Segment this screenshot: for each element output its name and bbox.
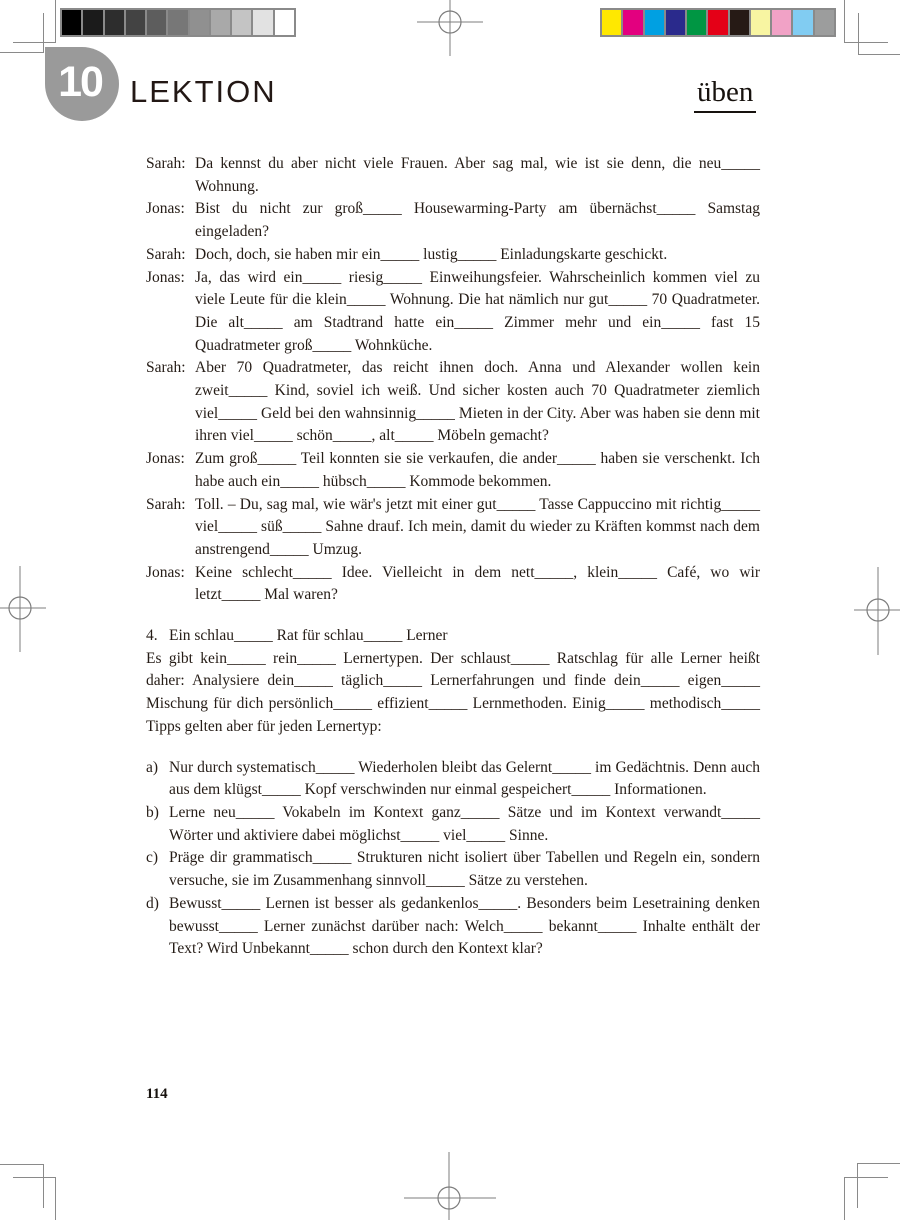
exercise-number: 4.	[146, 627, 158, 645]
calibration-swatch	[253, 10, 272, 35]
dialogue-text: Da kennst du aber nicht viele Frauen. Aber sag mal, wie ist sie denn, die neu_____ Wohnung.	[195, 155, 760, 195]
speaker-label: Sarah:	[146, 245, 186, 263]
dialogue-text: Bist du nicht zur groß_____ Housewarming-Party am übernächst_____ Samstag eingeladen?	[195, 200, 760, 241]
item-text: Bewusst_____ Lernen ist besser als gedankenlos_____. Besonders beim Lesetraining denken bewusst_____ Lerner zunächst darüber nach: Welch_____ bekannt_____ Inhalte enthält der Text? Wird Unbekannt_____ schon durch den Kontext klar?	[169, 894, 760, 958]
item-text: Präge dir grammatisch_____ Strukturen nicht isoliert über Tabellen und Regeln ein, sondern versuche, sie im Zusammenhang sinnvoll_____ Sätze zu verstehen.	[169, 849, 760, 890]
dialogue-row	[146, 448, 760, 493]
dialogue-row	[146, 357, 760, 448]
dialogue-row	[146, 267, 760, 358]
calibration-swatch	[83, 10, 102, 35]
calibration-swatch	[730, 10, 749, 35]
dialogue-text: Aber 70 Quadratmeter, das reicht ihnen doch. Anna und Alexander wollen kein zweit_____ Kind, soviel ich weiß. Und sicher kosten auch 70 Quadratmeter ziemlich viel_____ Geld bei den wahnsinnig_____ Mieten in der City. Aber was haben sie denn mit ihren viel_____ schön_____, alt_____ Möbeln gemacht?	[195, 359, 760, 445]
registration-mark-left	[0, 566, 46, 652]
dialogue-text: Zum groß_____ Teil konnten sie sie verkaufen, die ander_____ haben sie verschenkt. Ich habe auch ein_____ hübsch_____ Kommode bekommen.	[195, 450, 760, 490]
color-calibration-bar	[600, 8, 836, 37]
exercise-item-list	[146, 757, 760, 961]
section-title: üben	[694, 76, 756, 113]
registration-mark-bottom-center	[404, 1152, 496, 1220]
dialogue-text: Ja, das wird ein_____ riesig_____ Einweihungsfeier. Wahrscheinlich kommen viel zu viele Leute für die klein_____ Wohnung. Die hat nämlich nur gut_____ 70 Quadratmeter. Die alt_____ am Stadtrand hatte ein_____ Zimmer mehr und ein_____ fast 15 Quadratmeter groß_____ Wohnküche.	[195, 268, 760, 354]
item-text: Nur durch systematisch_____ Wiederholen bleibt das Gelernt_____ im Gedächtnis. Denn auch aus dem klügst_____ Kopf verschwinden nur einmal gespeichert_____ Informationen.	[169, 758, 760, 799]
calibration-swatch	[62, 10, 81, 35]
lesson-number-badge	[45, 47, 119, 121]
calibration-swatch	[623, 10, 642, 35]
page-number: 114	[146, 1086, 168, 1102]
calibration-swatch	[275, 10, 294, 35]
calibration-swatch	[190, 10, 209, 35]
grayscale-calibration-bar	[60, 8, 296, 37]
exercise-item	[146, 893, 760, 961]
dialogue-row	[146, 198, 760, 243]
calibration-swatch	[232, 10, 251, 35]
exercise-intro: Es gibt kein_____ rein_____ Lernertypen. Der schlaust_____ Ratschlag für alle Lerner heißt daher: Analysiere dein_____ täglich_____ Lernerfahrungen und finde dein_____ eigen_____ Mischung für dich persönlich_____ effizient_____ Lernmethoden. Einig_____ methodisch_____ Tipps gelten aber für jeden Lernertyp:	[146, 649, 760, 735]
exercise-heading	[146, 625, 760, 648]
speaker-label: Sarah:	[146, 359, 186, 377]
calibration-swatch	[815, 10, 834, 35]
calibration-swatch	[168, 10, 187, 35]
dialogue-row	[146, 494, 760, 562]
exercise-title: Ein schlau_____ Rat für schlau_____ Lerner	[169, 627, 448, 645]
calibration-swatch	[751, 10, 770, 35]
dialogue-row	[146, 244, 760, 267]
calibration-swatch	[105, 10, 124, 35]
calibration-swatch	[793, 10, 812, 35]
speaker-label: Jonas:	[146, 450, 185, 468]
exercise-content	[146, 153, 760, 961]
lesson-title: LEKTION	[130, 74, 277, 109]
item-label: a)	[146, 758, 159, 776]
calibration-swatch	[687, 10, 706, 35]
calibration-swatch	[772, 10, 791, 35]
speaker-label: Sarah:	[146, 495, 186, 513]
registration-mark-right	[854, 567, 900, 655]
calibration-swatch	[602, 10, 621, 35]
calibration-swatch	[147, 10, 166, 35]
calibration-swatch	[126, 10, 145, 35]
speaker-label: Jonas:	[146, 268, 185, 286]
speaker-label: Sarah:	[146, 155, 186, 172]
item-label: c)	[146, 849, 159, 867]
item-label: b)	[146, 803, 159, 821]
calibration-swatch	[708, 10, 727, 35]
dialogue-row	[146, 153, 760, 198]
item-label: d)	[146, 894, 159, 912]
speaker-label: Jonas:	[146, 200, 185, 218]
exercise-item	[146, 847, 760, 892]
speaker-label: Jonas:	[146, 563, 185, 581]
calibration-swatch	[666, 10, 685, 35]
calibration-swatch	[645, 10, 664, 35]
exercise-item	[146, 802, 760, 847]
registration-mark-top-center	[417, 0, 483, 56]
dialogue-text: Keine schlecht_____ Idee. Vielleicht in dem nett_____, klein_____ Café, wo wir letzt_____ Mal waren?	[195, 563, 760, 604]
dialogue-text: Doch, doch, sie haben mir ein_____ lustig_____ Einladungskarte geschickt.	[195, 245, 668, 263]
dialogue-text: Toll. – Du, sag mal, wie wär's jetzt mit einer gut_____ Tasse Cappuccino mit richtig_____ viel_____ süß_____ Sahne drauf. Ich mein, damit du wieder zu Kräften kommst nach dem anstrengend_____ Umzug.	[195, 495, 760, 558]
calibration-swatch	[211, 10, 230, 35]
exercise-item	[146, 757, 760, 802]
item-text: Lerne neu_____ Vokabeln im Kontext ganz_____ Sätze und im Kontext verwandt_____ Wörter und aktiviere dabei möglichst_____ viel_____ Sinne.	[169, 803, 760, 844]
lesson-number: 10	[58, 57, 102, 106]
dialogue-row	[146, 562, 760, 607]
